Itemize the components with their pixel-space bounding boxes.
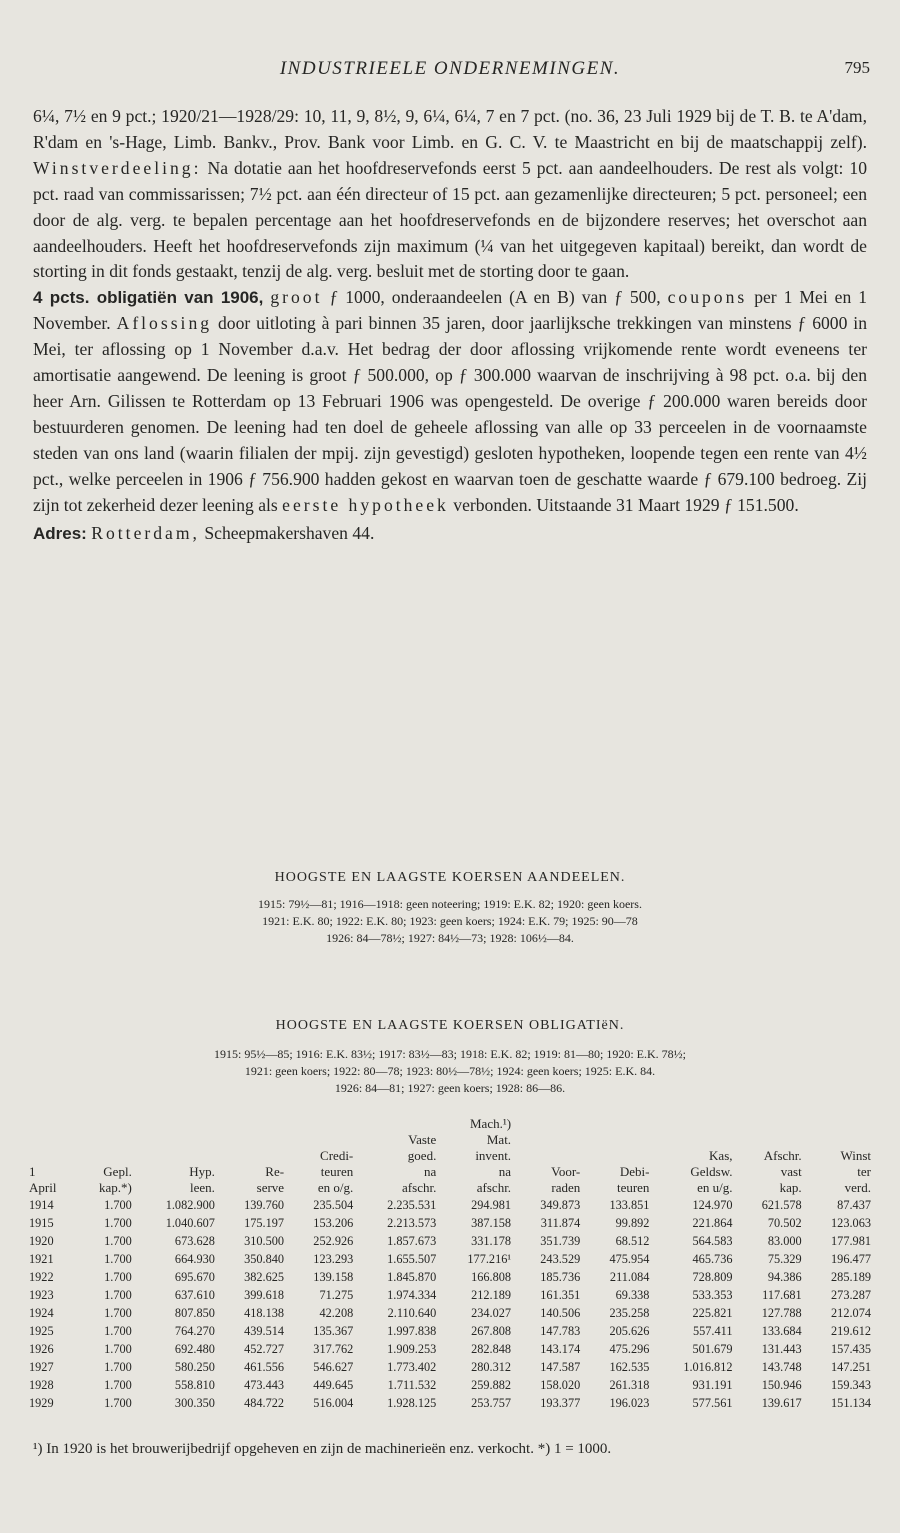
table-cell: 140.506 bbox=[540, 1306, 581, 1320]
table-header-cell: April bbox=[29, 1180, 57, 1195]
table-cell: 1.857.673 bbox=[387, 1234, 437, 1248]
table-cell: 1.040.607 bbox=[165, 1216, 215, 1230]
table-header-cell bbox=[218, 1116, 287, 1132]
table-cell: 177.216¹ bbox=[467, 1252, 512, 1266]
table-row bbox=[26, 1376, 874, 1394]
table-cell: 1.773.402 bbox=[387, 1360, 437, 1374]
table-cell: 175.197 bbox=[244, 1216, 285, 1230]
table-cell: 546.627 bbox=[313, 1360, 354, 1374]
table-header-cell: Re- bbox=[265, 1164, 285, 1179]
table-cell: 166.808 bbox=[471, 1270, 512, 1284]
koersen-aandeelen-line: 1921: E.K. 80; 1922: E.K. 80; 1923: geen koers; 1924: E.K. 79; 1925: 90—78 bbox=[262, 914, 638, 928]
table-header-row bbox=[26, 1148, 874, 1164]
table-cell: 243.529 bbox=[540, 1252, 581, 1266]
table-year-cell: 1921 bbox=[29, 1252, 54, 1266]
table-header-cell bbox=[514, 1132, 583, 1148]
running-title: INDUSTRIEELE ONDERNEMINGEN. bbox=[279, 58, 621, 79]
table-cell: 637.610 bbox=[174, 1288, 215, 1302]
table-header-cell: Debi- bbox=[619, 1164, 650, 1179]
koersen-aandeelen-line: 1915: 79½—81; 1916—1918: geen noteering; 1919: E.K. 82; 1920: geen koers. bbox=[258, 897, 642, 911]
table-header-cell bbox=[26, 1132, 76, 1148]
table-cell: 695.670 bbox=[174, 1270, 215, 1284]
table-cell: 252.926 bbox=[313, 1234, 354, 1248]
obligaties-heading: 4 pcts. obligatiën van 1906, bbox=[33, 288, 264, 308]
table-cell: 1.700 bbox=[104, 1306, 132, 1320]
table-cell: 807.850 bbox=[174, 1306, 215, 1320]
adres-street: Scheepmakershaven 44. bbox=[204, 522, 375, 543]
table-cell: 161.351 bbox=[540, 1288, 581, 1302]
table-header-cell: serve bbox=[256, 1180, 285, 1195]
table-cell: 205.626 bbox=[609, 1324, 650, 1338]
table-header-cell bbox=[805, 1116, 874, 1132]
table-header-cell: verd. bbox=[844, 1180, 871, 1195]
table-cell: 465.736 bbox=[692, 1252, 733, 1266]
winstverdeeling-text: Na dotatie aan het hoofdreservefonds eerst 5 pct. aan aandeelhouders. De rest als volgt: 10 pct. raad van commissarissen; 7½ pct. aan één directeur of 15 pct. aan gezamenlijke directeuren; 5 pct. personeel; een door de alg. verg. te bepalen percentage aan het hoofdreservefonds en de bijzondere reserves; het overschot aan aandeelhouders. Heeft het hoofdreservefonds zijn maximum (¼ van het uitgegeven kapitaal) bereikt, dan wordt de storting in dit fonds gestaakt, tenzij de alg. verg. besluit met de storting door te gaan. bbox=[33, 157, 867, 282]
table-cell: 1.082.900 bbox=[165, 1198, 215, 1212]
table-cell: 196.477 bbox=[831, 1252, 871, 1266]
table-cell: 692.480 bbox=[174, 1342, 215, 1356]
table-cell: 1.997.838 bbox=[387, 1324, 437, 1338]
table-year-cell: 1922 bbox=[29, 1270, 54, 1284]
table-cell: 557.411 bbox=[692, 1324, 733, 1338]
aflossing-label: Aflossing bbox=[116, 313, 213, 334]
table-header-cell: Hyp. bbox=[189, 1164, 215, 1179]
table-cell: 461.556 bbox=[244, 1360, 285, 1374]
table-header-cell bbox=[76, 1132, 134, 1148]
financial-table-wrap bbox=[26, 1116, 874, 1412]
page-header bbox=[30, 58, 870, 88]
table-header-cell bbox=[287, 1132, 356, 1148]
table-cell: 153.206 bbox=[313, 1216, 354, 1230]
table-header-cell: Afschr. bbox=[763, 1148, 802, 1163]
table-header-cell bbox=[135, 1116, 218, 1132]
table-cell: 157.435 bbox=[831, 1342, 871, 1356]
table-cell: 1.016.812 bbox=[683, 1360, 733, 1374]
table-row bbox=[26, 1358, 874, 1376]
table-cell: 475.296 bbox=[609, 1342, 650, 1356]
table-header-cell: teuren bbox=[320, 1164, 354, 1179]
table-cell: 311.874 bbox=[540, 1216, 581, 1230]
table-row bbox=[26, 1232, 874, 1250]
table-cell: 558.810 bbox=[174, 1378, 215, 1392]
table-year-cell: 1926 bbox=[29, 1342, 54, 1356]
eerste-hypotheek-label: eerste hypotheek bbox=[282, 494, 449, 515]
table-cell: 1.700 bbox=[104, 1378, 132, 1392]
table-cell: 1.909.253 bbox=[387, 1342, 437, 1356]
table-header-cell: Gepl. bbox=[103, 1164, 132, 1179]
koersen-obligatien-line: 1926: 84—81; 1927: geen koers; 1928: 86—86. bbox=[334, 1081, 566, 1095]
table-cell: 143.174 bbox=[540, 1342, 581, 1356]
table-cell: 382.625 bbox=[244, 1270, 285, 1284]
koersen-obligatien-title: HOOGSTE EN LAAGSTE KOERSEN OBLIGATIëN. bbox=[275, 1018, 625, 1033]
table-cell: 212.189 bbox=[471, 1288, 512, 1302]
table-header-cell bbox=[652, 1132, 735, 1148]
table-cell: 475.954 bbox=[609, 1252, 650, 1266]
table-header-cell: vast bbox=[780, 1164, 802, 1179]
table-cell: 351.739 bbox=[540, 1234, 581, 1248]
table-header-row bbox=[26, 1164, 874, 1180]
table-cell: 193.377 bbox=[540, 1396, 581, 1410]
table-header-cell bbox=[652, 1116, 735, 1132]
table-year-cell: 1925 bbox=[29, 1324, 54, 1338]
table-cell: 1.700 bbox=[104, 1216, 132, 1230]
table-header-cell: 1 bbox=[29, 1164, 36, 1179]
table-cell: 259.882 bbox=[471, 1378, 512, 1392]
table-header-cell: afschr. bbox=[402, 1180, 437, 1195]
table-cell: 2.110.640 bbox=[387, 1306, 437, 1320]
table-header-cell: afschr. bbox=[476, 1180, 512, 1195]
table-cell: 99.892 bbox=[615, 1216, 650, 1230]
table-cell: 234.027 bbox=[471, 1306, 512, 1320]
table-cell: 350.840 bbox=[244, 1252, 285, 1266]
table-header-row bbox=[26, 1116, 874, 1132]
main-text bbox=[33, 104, 867, 546]
koersen-aandeelen-body bbox=[60, 896, 840, 947]
table-header-cell bbox=[218, 1148, 287, 1164]
table-cell: 177.981 bbox=[831, 1234, 871, 1248]
table-header-cell bbox=[26, 1116, 76, 1132]
table-cell: 484.722 bbox=[244, 1396, 285, 1410]
financial-table bbox=[26, 1116, 874, 1412]
table-header-cell: teuren bbox=[616, 1180, 650, 1195]
table-cell: 133.684 bbox=[761, 1324, 802, 1338]
table-header-cell bbox=[736, 1132, 805, 1148]
table-header-cell bbox=[135, 1132, 218, 1148]
table-header-cell bbox=[26, 1148, 76, 1164]
table-header-cell bbox=[135, 1148, 218, 1164]
table-cell: 449.645 bbox=[313, 1378, 354, 1392]
table-header-cell bbox=[218, 1132, 287, 1148]
table-row bbox=[26, 1340, 874, 1358]
table-cell: 1.700 bbox=[104, 1252, 132, 1266]
table-cell: 147.587 bbox=[540, 1360, 581, 1374]
winstverdeeling-label: Winstverdeeling: bbox=[33, 157, 202, 178]
table-row bbox=[26, 1322, 874, 1340]
table-header-cell: Winst bbox=[840, 1148, 871, 1163]
table-cell: 123.293 bbox=[313, 1252, 354, 1266]
table-cell: 139.760 bbox=[244, 1198, 285, 1212]
footnotes bbox=[33, 1440, 867, 1458]
table-year-cell: 1915 bbox=[29, 1216, 54, 1230]
table-cell: 87.437 bbox=[837, 1198, 871, 1212]
table-row bbox=[26, 1196, 874, 1214]
table-cell: 580.250 bbox=[174, 1360, 215, 1374]
table-cell: 1.700 bbox=[104, 1360, 132, 1374]
koersen-aandeelen-title: HOOGSTE EN LAAGSTE KOERSEN AANDEELEN. bbox=[274, 870, 626, 885]
table-cell: 1.700 bbox=[104, 1270, 132, 1284]
table-year-cell: 1929 bbox=[29, 1396, 54, 1410]
table-cell: 117.681 bbox=[762, 1288, 802, 1302]
table-cell: 764.270 bbox=[174, 1324, 215, 1338]
table-cell: 150.946 bbox=[761, 1378, 802, 1392]
paragraph-adres bbox=[33, 521, 867, 547]
adres-label: Adres: bbox=[33, 523, 87, 543]
table-header-cell: Geldsw. bbox=[690, 1164, 733, 1179]
table-cell: 219.612 bbox=[831, 1324, 871, 1338]
table-cell: 280.312 bbox=[471, 1360, 512, 1374]
table-header-cell bbox=[76, 1148, 134, 1164]
table-cell: 235.258 bbox=[609, 1306, 650, 1320]
table-header-cell: leen. bbox=[189, 1180, 215, 1195]
table-header-cell: Voor- bbox=[551, 1164, 581, 1179]
table-cell: 71.275 bbox=[319, 1288, 354, 1302]
table-header-cell bbox=[356, 1116, 439, 1132]
table-header-row bbox=[26, 1180, 874, 1196]
table-cell: 94.386 bbox=[767, 1270, 802, 1284]
table-cell: 501.679 bbox=[692, 1342, 733, 1356]
table-cell: 235.504 bbox=[313, 1198, 354, 1212]
table-cell: 294.981 bbox=[471, 1198, 512, 1212]
table-cell: 439.514 bbox=[244, 1324, 285, 1338]
koersen-obligatien-line: 1915: 95½—85; 1916: E.K. 83½; 1917: 83½—83; 1918: E.K. 82; 1919: 81—80; 1920: E.K. 78½; bbox=[214, 1047, 686, 1061]
table-cell: 151.134 bbox=[831, 1396, 871, 1410]
table-cell: 123.063 bbox=[831, 1216, 871, 1230]
table-cell: 533.353 bbox=[692, 1288, 733, 1302]
table-year-cell: 1924 bbox=[29, 1306, 54, 1320]
table-cell: 1.700 bbox=[104, 1396, 132, 1410]
table-header-cell bbox=[805, 1132, 874, 1148]
table-header-cell: na bbox=[498, 1164, 512, 1179]
table-year-cell: 1927 bbox=[29, 1360, 54, 1374]
table-cell: 127.788 bbox=[761, 1306, 802, 1320]
koersen-obligatien-line: 1921: geen koers; 1922: 80—78; 1923: 80½—78½; 1924: geen koers; 1925: E.K. 84. bbox=[244, 1064, 656, 1078]
obligaties-text-b: per 1 Mei en 1 November. bbox=[33, 287, 868, 334]
table-cell: 1.845.870 bbox=[387, 1270, 437, 1284]
table-cell: 147.783 bbox=[540, 1324, 581, 1338]
table-cell: 2.235.531 bbox=[387, 1198, 437, 1212]
page-number: 795 bbox=[844, 58, 870, 77]
table-header-cell bbox=[514, 1116, 583, 1132]
table-cell: 673.628 bbox=[174, 1234, 215, 1248]
table-cell: 399.618 bbox=[244, 1288, 285, 1302]
table-cell: 664.930 bbox=[174, 1252, 215, 1266]
table-cell: 139.158 bbox=[313, 1270, 354, 1284]
table-cell: 147.251 bbox=[831, 1360, 871, 1374]
table-row bbox=[26, 1268, 874, 1286]
table-header-cell: invent. bbox=[475, 1148, 512, 1163]
financial-table-body bbox=[26, 1196, 874, 1412]
table-cell: 139.617 bbox=[761, 1396, 802, 1410]
koersen-obligatien-body bbox=[60, 1046, 840, 1097]
table-cell: 158.020 bbox=[540, 1378, 581, 1392]
table-year-cell: 1928 bbox=[29, 1378, 54, 1392]
table-year-cell: 1920 bbox=[29, 1234, 54, 1248]
table-cell: 473.443 bbox=[244, 1378, 285, 1392]
table-row bbox=[26, 1214, 874, 1232]
table-header-cell: Mat. bbox=[486, 1132, 512, 1147]
table-cell: 285.189 bbox=[831, 1270, 871, 1284]
table-cell: 42.208 bbox=[319, 1306, 354, 1320]
table-header-cell: Kas, bbox=[709, 1148, 733, 1163]
table-cell: 1.700 bbox=[104, 1198, 132, 1212]
table-cell: 162.535 bbox=[609, 1360, 650, 1374]
table-cell: 211.084 bbox=[609, 1270, 650, 1284]
paragraph-obligaties bbox=[33, 285, 867, 518]
footnote-line: ¹) In 1920 is het brouwerijbedrijf opgeheven en zijn de machinerieën enz. verkocht. *) 1 = 1000. bbox=[33, 1441, 612, 1457]
table-cell: 83.000 bbox=[767, 1234, 802, 1248]
adres-city: Rotterdam, bbox=[91, 522, 200, 543]
table-cell: 196.023 bbox=[609, 1396, 650, 1410]
table-header-cell: goed. bbox=[407, 1148, 437, 1163]
table-row bbox=[26, 1394, 874, 1412]
table-row bbox=[26, 1304, 874, 1322]
table-cell: 131.443 bbox=[761, 1342, 802, 1356]
table-cell: 221.864 bbox=[692, 1216, 733, 1230]
table-cell: 69.338 bbox=[615, 1288, 650, 1302]
table-year-cell: 1914 bbox=[29, 1198, 54, 1212]
table-cell: 300.350 bbox=[174, 1396, 215, 1410]
table-cell: 728.809 bbox=[692, 1270, 733, 1284]
table-year-cell: 1923 bbox=[29, 1288, 54, 1302]
table-header-row bbox=[26, 1132, 874, 1148]
table-cell: 331.178 bbox=[471, 1234, 512, 1248]
table-header-cell bbox=[514, 1148, 583, 1164]
table-cell: 143.748 bbox=[761, 1360, 802, 1374]
table-cell: 75.329 bbox=[767, 1252, 802, 1266]
table-header-cell bbox=[583, 1132, 652, 1148]
table-cell: 516.004 bbox=[313, 1396, 354, 1410]
table-cell: 273.287 bbox=[831, 1288, 871, 1302]
table-header-cell bbox=[287, 1116, 356, 1132]
table-cell: 124.970 bbox=[692, 1198, 733, 1212]
table-cell: 267.808 bbox=[471, 1324, 512, 1338]
table-cell: 253.757 bbox=[471, 1396, 512, 1410]
coupons-label: coupons bbox=[667, 287, 748, 308]
table-header-cell: ter bbox=[857, 1164, 871, 1179]
table-cell: 310.500 bbox=[244, 1234, 285, 1248]
table-header-cell bbox=[736, 1116, 805, 1132]
table-cell: 133.851 bbox=[609, 1198, 650, 1212]
table-header-cell bbox=[583, 1148, 652, 1164]
table-cell: 418.138 bbox=[244, 1306, 285, 1320]
obligaties-text-a: ƒ 1000, onderaandeelen (A en B) van ƒ 500, bbox=[329, 287, 661, 308]
table-cell: 349.873 bbox=[540, 1198, 581, 1212]
table-header-cell: Vaste bbox=[408, 1132, 437, 1147]
table-cell: 212.074 bbox=[831, 1306, 871, 1320]
groot-label: groot bbox=[270, 287, 323, 308]
table-cell: 2.213.573 bbox=[387, 1216, 437, 1230]
table-cell: 1.974.334 bbox=[387, 1288, 437, 1302]
table-header-cell: kap.*) bbox=[98, 1180, 132, 1195]
table-cell: 68.512 bbox=[615, 1234, 650, 1248]
table-row bbox=[26, 1286, 874, 1304]
table-cell: 1.700 bbox=[104, 1324, 132, 1338]
table-header-cell: en o/g. bbox=[317, 1180, 354, 1195]
obligaties-text-d: verbonden. Uitstaande 31 Maart 1929 ƒ 151.500. bbox=[453, 494, 799, 515]
obligaties-text-c: door uitloting à pari binnen 35 jaren, door jaarlijksche trekkingen van minstens ƒ 6000 in Mei, ter aflossing op 1 November d.a.v. Het bedrag der door aflossing vrijkomende rente wordt eveneens ter amortisatie aangewend. De leening is groot ƒ 500.000, op ƒ 300.000 waarvan de inschrijving à 98 pct. o.a. bij den heer Arn. Gilissen te Rotterdam op 13 Februari 1906 was opengesteld. De overige ƒ 200.000 waren bereids door bestuurderen genomen. De leening had ten doel de geheele aflossing van alle op 33 perceelen in de voornaamste steden van ons land (waarin filialen der mpij. zijn gevestigd) gesloten hypotheken, loopende tegen een rente van 4½ pct., welke perceelen in 1906 ƒ 756.900 hadden gekost en waarvan toen de geschatte waarde ƒ 679.100 bedroeg. Zij zijn tot zekerheid dezer leening als bbox=[33, 313, 867, 515]
table-cell: 452.727 bbox=[244, 1342, 285, 1356]
table-header-cell bbox=[76, 1116, 134, 1132]
table-cell: 564.583 bbox=[692, 1234, 733, 1248]
table-cell: 931.191 bbox=[692, 1378, 733, 1392]
table-cell: 317.762 bbox=[313, 1342, 354, 1356]
table-header-cell bbox=[583, 1116, 652, 1132]
financial-table-head bbox=[26, 1116, 874, 1196]
table-header-cell: Mach.¹) bbox=[469, 1116, 512, 1131]
table-cell: 225.821 bbox=[692, 1306, 733, 1320]
table-header-cell: raden bbox=[551, 1180, 581, 1195]
table-header-cell: kap. bbox=[779, 1180, 802, 1195]
dividend-text: 6¼, 7½ en 9 pct.; 1920/21—1928/29: 10, 11, 9, 8½, 9, 6¼, 6¼, 7 en 7 pct. (no. 36, 23 Juli 1929 bij de T. B. te A'dam, R'dam en 's-Hage, Limb. Bankv., Prov. Bank voor Limb. en G. C. V. te Maastricht en bij de maatschappij zelf). bbox=[33, 106, 867, 152]
table-cell: 621.578 bbox=[761, 1198, 802, 1212]
table-cell: 135.367 bbox=[313, 1324, 354, 1338]
table-cell: 159.343 bbox=[831, 1378, 871, 1392]
paragraph-dividend bbox=[33, 104, 867, 285]
table-cell: 387.158 bbox=[471, 1216, 512, 1230]
table-header-cell: en u/g. bbox=[697, 1180, 733, 1195]
table-header-cell: Credi- bbox=[320, 1148, 354, 1163]
table-row bbox=[26, 1250, 874, 1268]
table-cell: 1.700 bbox=[104, 1288, 132, 1302]
table-cell: 282.848 bbox=[471, 1342, 512, 1356]
table-cell: 261.318 bbox=[609, 1378, 650, 1392]
table-cell: 1.700 bbox=[104, 1342, 132, 1356]
table-cell: 70.502 bbox=[767, 1216, 802, 1230]
table-cell: 577.561 bbox=[692, 1396, 733, 1410]
koersen-aandeelen-line: 1926: 84—78½; 1927: 84½—73; 1928: 106½—84. bbox=[326, 931, 574, 945]
table-cell: 1.655.507 bbox=[387, 1252, 437, 1266]
table-cell: 1.928.125 bbox=[387, 1396, 437, 1410]
table-cell: 185.736 bbox=[540, 1270, 581, 1284]
table-cell: 1.700 bbox=[104, 1234, 132, 1248]
table-header-cell: na bbox=[424, 1164, 437, 1179]
table-cell: 1.711.532 bbox=[387, 1378, 437, 1392]
